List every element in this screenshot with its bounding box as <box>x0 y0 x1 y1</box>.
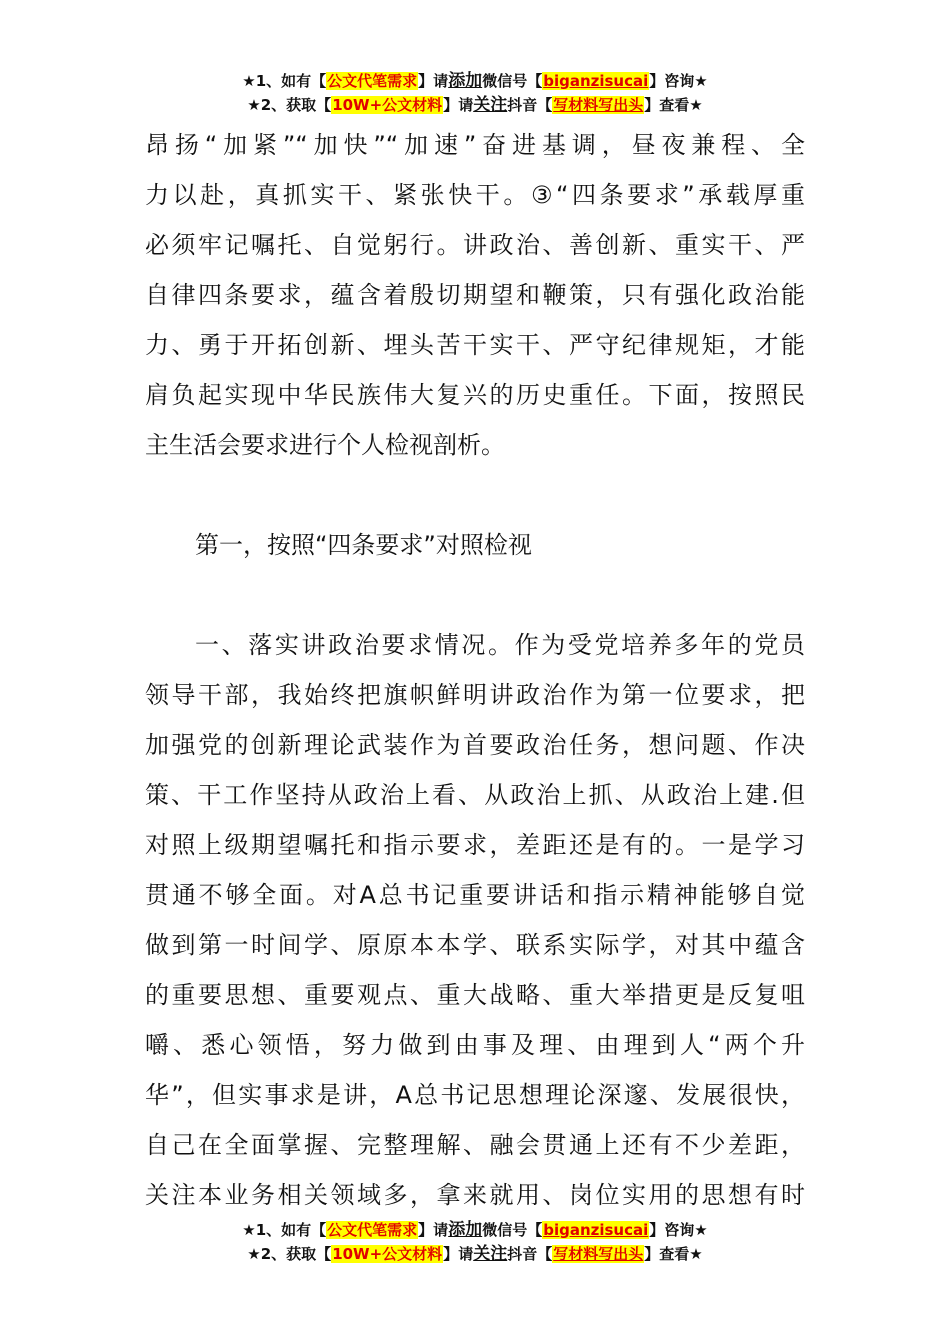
text-line: 力、勇于开拓创新、埋头苦干实干、严守纪律规矩，才能 <box>145 331 805 359</box>
text-line: 华”，但实事求是讲，A总书记思想理论深邃、发展很快， <box>145 1081 805 1109</box>
document-body <box>145 120 805 1220</box>
text-line: 一、落实讲政治要求情况。作为受党培养多年的党员 <box>195 631 805 659</box>
emphasis-follow: 关注 <box>473 95 508 115</box>
banner-text: 】请 <box>443 1245 474 1263</box>
text-line: 加强党的创新理论武装作为首要政治任务，想问题、作决 <box>145 731 805 759</box>
banner-text: 】请 <box>443 96 474 114</box>
spacer <box>145 470 805 520</box>
text-line: 关注本业务相关领域多，拿来就用、岗位实用的思想有时 <box>145 1181 805 1209</box>
highlight-service: 公文代笔需求 <box>327 1221 418 1239</box>
banner-line-2 <box>0 1242 950 1266</box>
text-line: 自律四条要求，蕴含着殷切期望和鞭策，只有强化政治能 <box>145 281 805 309</box>
paragraph-political <box>145 620 805 1220</box>
text-line: 对照上级期望嘱托和指示要求，差距还是有的。一是学习 <box>145 831 805 859</box>
banner-text: 】咨询★ <box>649 1221 708 1239</box>
banner-text: 】查看★ <box>644 1245 703 1263</box>
text-line: 的重要思想、重要观点、重大战略、重大举措更是反复咀 <box>145 981 805 1009</box>
emphasis-add: 添加 <box>448 71 483 91</box>
banner-text: ★1、如有【 <box>242 1221 327 1239</box>
banner-line-1 <box>0 69 950 93</box>
text-line: 必须牢记嘱托、自觉躬行。讲政治、善创新、重实干、严 <box>145 231 805 259</box>
section-heading: 第一，按照“四条要求”对照检视 <box>195 531 532 559</box>
banner-text: 】请 <box>418 1221 449 1239</box>
text-line: 领导干部，我始终把旗帜鲜明讲政治作为第一位要求，把 <box>145 681 805 709</box>
spacer <box>145 570 805 620</box>
wechat-id: biganzisucai <box>543 72 649 90</box>
text-line: 做到第一时间学、原原本本学、联系实际学，对其中蕴含 <box>145 931 805 959</box>
highlight-materials: 10W+公文材料 <box>332 96 443 114</box>
banner-text: 】请 <box>418 72 449 90</box>
banner-text: 抖音【 <box>507 96 553 114</box>
text-line: 肩负起实现中华民族伟大复兴的历史重任。下面，按照民 <box>145 381 805 409</box>
text-line: 昂扬“加紧”“加快”“加速”奋进基调，昼夜兼程、全 <box>145 131 805 159</box>
banner-text: 微信号【 <box>482 72 543 90</box>
text-line: 自己在全面掌握、完整理解、融会贯通上还有不少差距， <box>145 1131 805 1159</box>
paragraph-intro <box>145 120 805 470</box>
highlight-materials: 10W+公文材料 <box>332 1245 443 1263</box>
emphasis-add: 添加 <box>448 1220 483 1240</box>
emphasis-follow: 关注 <box>473 1244 508 1264</box>
header-banner <box>0 69 950 117</box>
douyin-id: 写材料写出头 <box>553 96 644 114</box>
text-line: 策、干工作坚持从政治上看、从政治上抓、从政治上建.但 <box>145 781 805 809</box>
text-line: 力以赴，真抓实干、紧张快干。③“四条要求”承载厚重 <box>145 181 805 209</box>
text-line: 贯通不够全面。对A总书记重要讲话和指示精神能够自觉 <box>145 881 805 909</box>
banner-text: 微信号【 <box>482 1221 543 1239</box>
text-line: 嚼、悉心领悟，努力做到由事及理、由理到人“两个升 <box>145 1031 805 1059</box>
banner-text: ★2、获取【 <box>247 1245 332 1263</box>
douyin-id: 写材料写出头 <box>553 1245 644 1263</box>
wechat-id: biganzisucai <box>543 1221 649 1239</box>
banner-line-1 <box>0 1218 950 1242</box>
banner-text: 】查看★ <box>644 96 703 114</box>
banner-text: 】咨询★ <box>649 72 708 90</box>
banner-text: ★2、获取【 <box>247 96 332 114</box>
banner-text: 抖音【 <box>507 1245 553 1263</box>
footer-banner <box>0 1218 950 1266</box>
banner-line-2 <box>0 93 950 117</box>
text-line: 主生活会要求进行个人检视剖析。 <box>145 431 505 459</box>
banner-text: ★1、如有【 <box>242 72 327 90</box>
highlight-service: 公文代笔需求 <box>327 72 418 90</box>
